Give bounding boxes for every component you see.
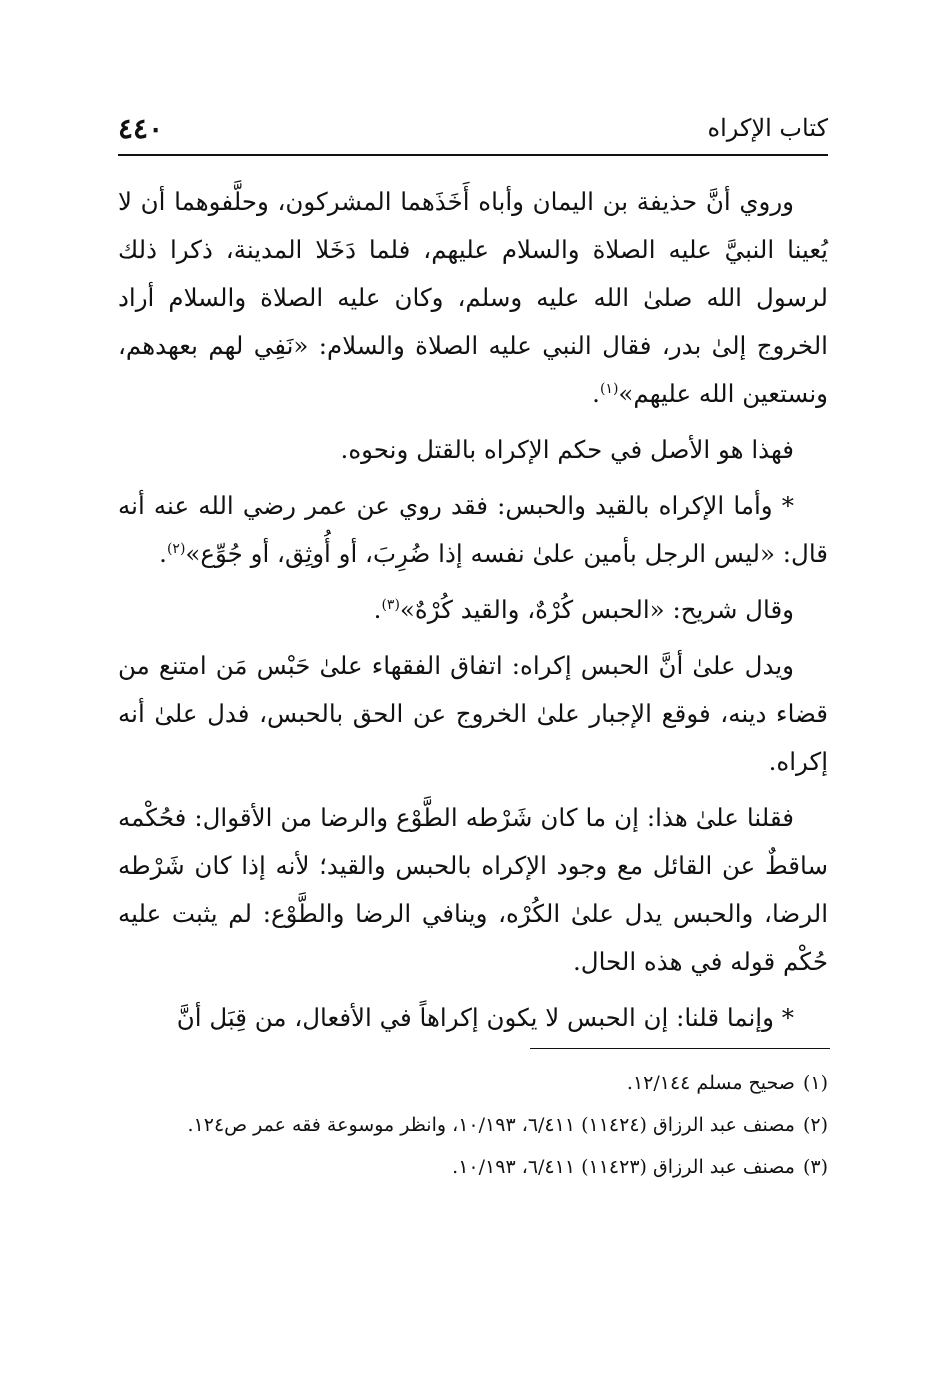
footnote: (٣)مصنف عبد الرزاق (١١٤٢٣) ٦/٤١١، ١٠/١٩٣. [452, 1156, 828, 1178]
paragraph: * وإنما قلنا: إن الحبس لا يكون إكراهاً في الأفعال، من قِبَل أنَّ [176, 1003, 794, 1032]
footnotes [118, 1064, 828, 1190]
paragraph: * وأما الإكراه بالقيد والحبس: فقد روي عن عمر رضي الله عنه أنه قال: «ليس الرجل بأمين علىٰ نفسه إذا ضُرِبَ، أو أُوثِق، أو جُوِّع»$^{(٢)}$. [118, 491, 828, 568]
footnote-ref: (٢) [166, 540, 186, 557]
footnote: (٢)مصنف عبد الرزاق (١١٤٢٤) ٦/٤١١، ١٠/١٩٣، وانظر موسوعة فقه عمر ص١٢٤. [187, 1114, 828, 1136]
footnote: (١)صحيح مسلم ١٢/١٤٤. [626, 1072, 828, 1094]
chapter-title: كتاب الإكراه [707, 114, 828, 142]
paragraph: وروي أنَّ حذيفة بن اليمان وأباه أَخَذَهما المشركون، وحلَّفوهما أن لا يُعينا النبيَّ عليه الصلاة والسلام عليهم، فلما دَخَلا المدينة، ذكرا ذلك لرسول الله صلىٰ الله عليه وسلم، وكان عليه الصلاة والسلام أراد الخروج إلىٰ بدر، فقال النبي عليه الصلاة والسلام: «نَفِي لهم بعهدهم، ونستعين الله عليهم»$^{(١)}$. [118, 187, 828, 408]
paragraph: فهذا هو الأصل في حكم الإكراه بالقتل ونحوه. [340, 435, 794, 464]
paragraph: فقلنا علىٰ هذا: إن ما كان شَرْطه الطَّوْع والرضا من الأقوال: فحُكْمه ساقطٌ عن القائل مع وجود الإكراه بالحبس والقيد؛ لأنه إذا كان شَرْطه الرضا، والحبس يدل علىٰ الكُرْه، وينافي الرضا والطَّوْع: لم يثبت عليه حُكْم قوله في هذه الحال. [118, 803, 828, 976]
paragraph: ويدل علىٰ أنَّ الحبس إكراه: اتفاق الفقهاء علىٰ حَبْس مَن امتنع من قضاء دينه، فوقع الإجبار علىٰ الخروج عن الحق بالحبس، فدل علىٰ أنه إكراه. [118, 651, 828, 776]
paragraph: وقال شريح: «الحبس كُرْهٌ، والقيد كُرْهٌ»$^{(٣)}$. [373, 595, 794, 624]
page-number: ٤٤٠ [118, 112, 164, 145]
page-header [118, 112, 828, 156]
footnote-ref: (٣) [381, 596, 400, 613]
footnote-ref: (١) [599, 380, 619, 397]
main-text [118, 178, 828, 1050]
footnote-divider [530, 1048, 830, 1049]
